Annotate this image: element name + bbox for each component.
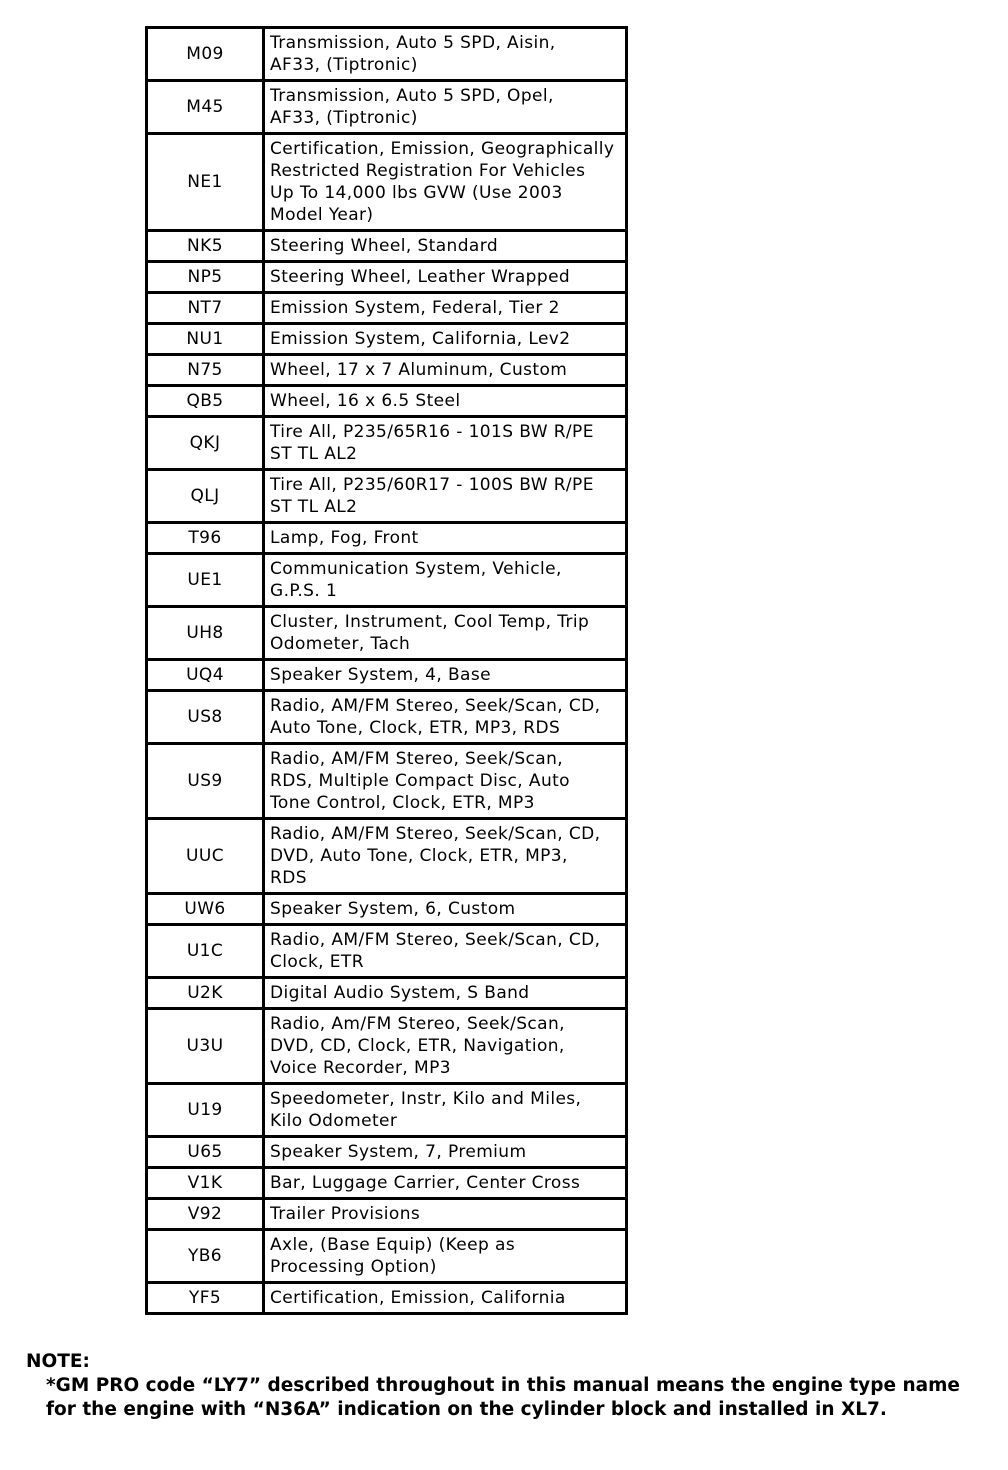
option-code-cell: QB5: [147, 386, 264, 417]
table-row: [147, 386, 627, 417]
table-row: [147, 293, 627, 324]
option-code-table-body: [147, 28, 627, 1314]
table-row: [147, 28, 627, 81]
table-row: [147, 1137, 627, 1168]
option-code-cell: YB6: [147, 1230, 264, 1283]
option-code-cell: UUC: [147, 819, 264, 894]
option-code-cell: NK5: [147, 231, 264, 262]
option-code-cell: US9: [147, 744, 264, 819]
option-code-cell: UH8: [147, 607, 264, 660]
note-heading: NOTE:: [26, 1351, 90, 1372]
note-text: *GM PRO code “LY7” described throughout in this manual means the engine type name for the engine with “N36A” indication on the cylinder block and installed in XL7.: [46, 1375, 960, 1420]
option-code-cell: U65: [147, 1137, 264, 1168]
option-description-cell: Speaker System, 7, Premium: [264, 1137, 627, 1168]
table-row: [147, 417, 627, 470]
option-description-cell: Radio, Am/FM Stereo, Seek/Scan, DVD, CD, Clock, ETR, Navigation, Voice Recorder, MP3: [264, 1009, 627, 1084]
table-row: [147, 1168, 627, 1199]
table-row: [147, 134, 627, 231]
option-code-cell: U1C: [147, 925, 264, 978]
option-code-cell: QKJ: [147, 417, 264, 470]
option-description-cell: Steering Wheel, Standard: [264, 231, 627, 262]
note-section: [26, 1350, 986, 1422]
table-row: [147, 1084, 627, 1137]
option-code-cell: UQ4: [147, 660, 264, 691]
option-code-cell: V1K: [147, 1168, 264, 1199]
table-row: [147, 554, 627, 607]
option-description-cell: Certification, Emission, Geographically Restricted Registration For Vehicles Up To 14,000 lbs GVW (Use 2003 Model Year): [264, 134, 627, 231]
option-code-cell: V92: [147, 1199, 264, 1230]
table-row: [147, 660, 627, 691]
option-description-cell: Certification, Emission, California: [264, 1283, 627, 1314]
option-code-cell: U19: [147, 1084, 264, 1137]
option-description-cell: Axle, (Base Equip) (Keep as Processing Option): [264, 1230, 627, 1283]
option-description-cell: Emission System, California, Lev2: [264, 324, 627, 355]
option-description-cell: Radio, AM/FM Stereo, Seek/Scan, CD, Auto Tone, Clock, ETR, MP3, RDS: [264, 691, 627, 744]
option-description-cell: Transmission, Auto 5 SPD, Aisin, AF33, (Tiptronic): [264, 28, 627, 81]
option-code-cell: T96: [147, 523, 264, 554]
option-description-cell: Emission System, Federal, Tier 2: [264, 293, 627, 324]
option-description-cell: Digital Audio System, S Band: [264, 978, 627, 1009]
option-code-cell: U2K: [147, 978, 264, 1009]
option-code-cell: US8: [147, 691, 264, 744]
table-row: [147, 925, 627, 978]
option-description-cell: Transmission, Auto 5 SPD, Opel, AF33, (Tiptronic): [264, 81, 627, 134]
table-row: [147, 1199, 627, 1230]
option-code-cell: NU1: [147, 324, 264, 355]
option-description-cell: Wheel, 16 x 6.5 Steel: [264, 386, 627, 417]
table-row: [147, 1230, 627, 1283]
table-row: [147, 978, 627, 1009]
option-description-cell: Tire All, P235/60R17 - 100S BW R/PE ST TL AL2: [264, 470, 627, 523]
option-code-cell: NT7: [147, 293, 264, 324]
option-description-cell: Cluster, Instrument, Cool Temp, Trip Odometer, Tach: [264, 607, 627, 660]
option-description-cell: Radio, AM/FM Stereo, Seek/Scan, CD, DVD, Auto Tone, Clock, ETR, MP3, RDS: [264, 819, 627, 894]
option-description-cell: Radio, AM/FM Stereo, Seek/Scan, CD, Clock, ETR: [264, 925, 627, 978]
option-code-cell: U3U: [147, 1009, 264, 1084]
option-code-cell: QLJ: [147, 470, 264, 523]
option-description-cell: Lamp, Fog, Front: [264, 523, 627, 554]
table-row: [147, 691, 627, 744]
option-description-cell: Trailer Provisions: [264, 1199, 627, 1230]
table-row: [147, 744, 627, 819]
option-description-cell: Speaker System, 6, Custom: [264, 894, 627, 925]
option-description-cell: Bar, Luggage Carrier, Center Cross: [264, 1168, 627, 1199]
option-code-cell: N75: [147, 355, 264, 386]
option-code-cell: UW6: [147, 894, 264, 925]
table-row: [147, 324, 627, 355]
option-code-cell: NP5: [147, 262, 264, 293]
table-row: [147, 231, 627, 262]
option-code-cell: M45: [147, 81, 264, 134]
option-description-cell: Tire All, P235/65R16 - 101S BW R/PE ST TL AL2: [264, 417, 627, 470]
option-code-cell: YF5: [147, 1283, 264, 1314]
table-row: [147, 470, 627, 523]
option-code-cell: M09: [147, 28, 264, 81]
table-row: [147, 894, 627, 925]
option-code-table: [145, 26, 628, 1315]
option-code-cell: NE1: [147, 134, 264, 231]
option-description-cell: Steering Wheel, Leather Wrapped: [264, 262, 627, 293]
option-description-cell: Communication System, Vehicle, G.P.S. 1: [264, 554, 627, 607]
option-code-table-container: [145, 26, 628, 1315]
table-row: [147, 523, 627, 554]
option-description-cell: Speedometer, Instr, Kilo and Miles, Kilo Odometer: [264, 1084, 627, 1137]
table-row: [147, 1283, 627, 1314]
option-description-cell: Wheel, 17 x 7 Aluminum, Custom: [264, 355, 627, 386]
table-row: [147, 81, 627, 134]
table-row: [147, 1009, 627, 1084]
table-row: [147, 262, 627, 293]
table-row: [147, 607, 627, 660]
option-description-cell: Radio, AM/FM Stereo, Seek/Scan, RDS, Multiple Compact Disc, Auto Tone Control, Clock, ETR, MP3: [264, 744, 627, 819]
table-row: [147, 355, 627, 386]
option-description-cell: Speaker System, 4, Base: [264, 660, 627, 691]
table-row: [147, 819, 627, 894]
option-code-cell: UE1: [147, 554, 264, 607]
